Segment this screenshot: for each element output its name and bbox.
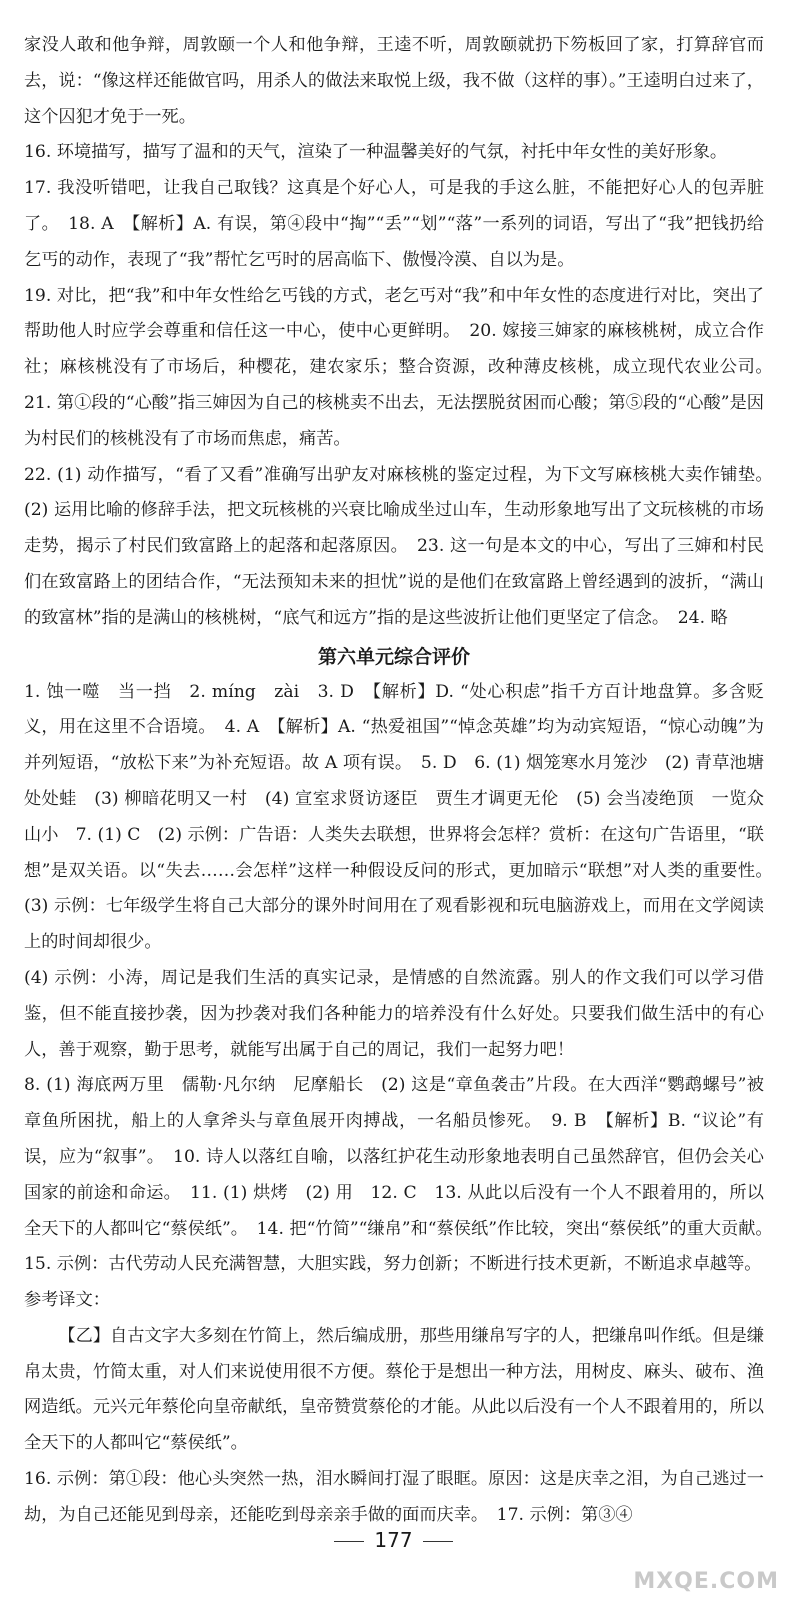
watermark-logo: MXQE.COM — [633, 1569, 779, 1594]
answer-8-15: 8. (1) 海底两万里 儒勒·凡尔纳 尼摩船长 (2) 这是“章鱼袭击”片段。在大西洋“鹦鹉螺号”被章鱼所困扰，船上的人拿斧头与章鱼展开肉搏战，一名船员惨死。 9. B 【解析】B. “议论”有误，应为“叙事”。 10. 诗人以落红自喻，以落红护花生动形象地表明自己虽然辞官，但仍会关心国家的前途和命运。 11. (1) 烘烤 (2) 用 12. C 13. 从此以后没有一个人不跟着用的，所以全天下的人都叫它“蔡侯纸”。 14. 把“竹简”“缣帛”和“蔡侯纸”作比较，突出“蔡侯纸”的重大贡献。 15. 示例：古代劳动人民充满智慧，大胆实践，努力创新；不断进行技术更新，不断追求卓越等。 — [24, 1075, 782, 1275]
answer-7-4: (4) 示例：小涛，周记是我们生活的真实记录，是情感的自然流露。别人的作文我们可以学习借鉴，但不能直接抄袭，因为抄袭对我们各种能力的培养没有什么好处。只要我们做生活中的有心人，善于观察，勤于思考，就能写出属于自己的周记，我们一起努力吧！ — [24, 967, 764, 1060]
translation-body: 【乙】自古文字大多刻在竹简上，然后编成册，那些用缣帛写字的人，把缣帛叫作纸。但是缣帛太贵，竹简太重，对人们来说使用很不方便。蔡伦于是想出一种方法，用树皮、麻头、破布、渔网造纸。元兴元年蔡伦向皇帝献纸，皇帝赞赏蔡伦的才能。从此以后没有一个人不跟着用的，所以全天下的人都叫它“蔡侯纸”。 — [24, 1325, 764, 1454]
answer-16: 16. 环境描写，描写了温和的天气，渲染了一种温馨美好的气氛，衬托中年女性的美好形象。 — [24, 142, 728, 163]
answer-17-18: 17. 我没听错吧，让我自己取钱？这真是个好心人，可是我的手这么脏，不能把好心人的包弄脏了。 18. A 【解析】A. 有误，第④段中“掏”“丢”“划”“落”一系列的词语，写出了“我”把钱扔给乞丐的动作，表现了“我”帮忙乞丐时的居高临下、傲慢冷漠、自以为是。 — [24, 178, 764, 270]
answer-page — [24, 28, 782, 1534]
answer-22-24: 22. (1) 动作描写，“看了又看”准确写出驴友对麻核桃的鉴定过程，为下文写麻核桃大卖作铺垫。 (2) 运用比喻的修辞手法，把文玩核桃的兴衰比喻成坐过山车，生动形象地写出了文玩核桃的市场走势，揭示了村民们致富路上的起落和起落原因。 23. 这一句是本文的中心，写出了三婶和村民们在致富路上的团结合作，“无法预知未来的担忧”说的是他们在致富路上曾经遇到的波折，“满山的致富林”指的是满山的核桃树，“底气和远方”指的是这些波折让他们更坚定了信念。 24. 略 — [24, 464, 782, 628]
answer-1-7: 1. 蚀一噬 当一挡 2. míng zài 3. D 【解析】D. “处心积虑”指千方百计地盘算。多含贬义，用在这里不合语境。 4. A 【解析】A. “热爱祖国”“悼念英雄”均为动宾短语，“惊心动魄”为并列短语，“放松下来”为补充短语。故 A 项有误。 5. D 6. (1) 烟笼寒水月笼沙 (2) 青草池塘处处蛙 (3) 柳暗花明又一村 (4) 宣室求贤访逐臣 贾生才调更无伦 (5) 会当凌绝顶 一览众山小 7. (1) C (2) 示例：广告语：人类失去联想，世界将会怎样？赏析：在这句广告语里，“联想”是双关语。以“失去……会怎样”这样一种假设反问的形式，更加暗示“联想”对人类的重要性。 (3) 示例：七年级学生将自己大部分的课外时间用在了观看影视和玩电脑游戏上，而用在文学阅读上的时间却很少。 — [24, 681, 782, 953]
answer-16-17: 16. 示例：第①段：他心头突然一热，泪水瞬间打湿了眼眶。原因：这是庆幸之泪，为自己逃过一劫，为自己还能见到母亲，还能吃到母亲亲手做的面而庆幸。 17. 示例：第③④ — [24, 1469, 764, 1525]
page-footer — [0, 1528, 787, 1552]
translation-heading: 参考译文： — [24, 1290, 110, 1311]
footer-dash-left — [334, 1541, 364, 1542]
footer-dash-right — [423, 1541, 453, 1542]
section-title: 第六单元综合评价 — [317, 645, 470, 668]
answer-19-21: 19. 对比，把“我”和中年女性给乞丐钱的方式，老乞丐对“我”和中年女性的态度进行对比，突出了帮助他人时应学会尊重和信任这一中心，使中心更鲜明。 20. 嫁接三婶家的麻核桃树，成立合作社；麻核桃没有了市场后，种樱花，建农家乐；整合资源，改种薄皮核桃，成立现代农业公司。 21. 第①段的“心酸”指三婶因为自己的核桃卖不出去，无法摆脱贫困而心酸；第⑤段的“心酸”是因为村民们的核桃没有了市场而焦虑，痛苦。 — [24, 285, 782, 449]
paragraph-translation-end: 家没人敢和他争辩，周敦颐一个人和他争辩，王逵不听，周敦颐就扔下笏板回了家，打算辞官而去，说：“像这样还能做官吗，用杀人的做法来取悦上级，我不做（这样的事）。”王逵明白过来了，这个囚犯才免于一死。 — [24, 35, 764, 127]
page-number: 177 — [374, 1528, 413, 1552]
